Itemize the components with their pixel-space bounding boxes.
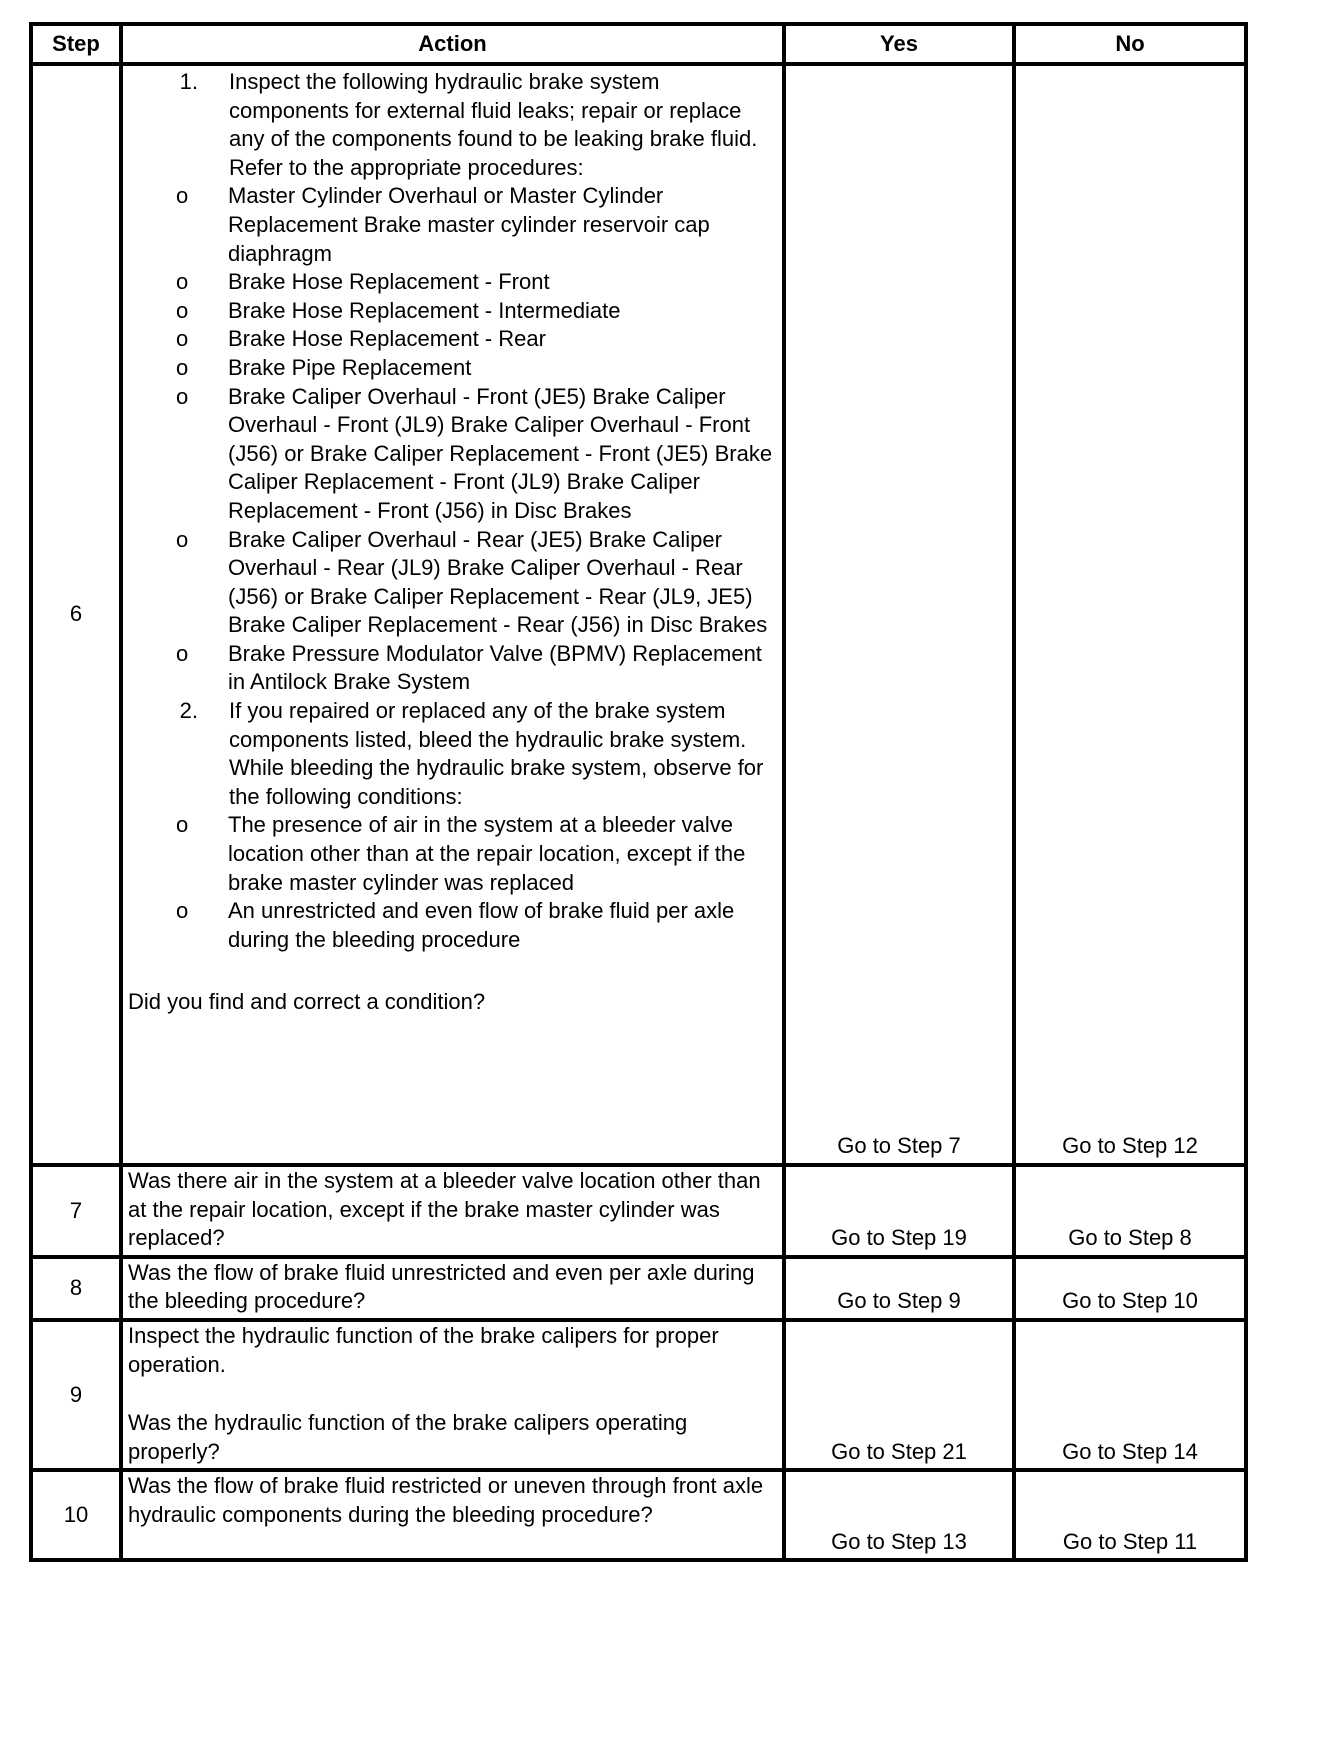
- procedure-step: [128, 697, 778, 954]
- list-item: o Brake Hose Replacement - Front: [228, 268, 778, 297]
- header-yes: Yes: [784, 24, 1014, 64]
- yes-cell: Go to Step 19: [784, 1165, 1014, 1257]
- action-cell: [121, 1165, 784, 1257]
- table-row: [31, 1470, 1246, 1560]
- procedure-list: [128, 66, 778, 954]
- action-cell: [121, 64, 784, 1165]
- no-cell: Go to Step 10: [1014, 1257, 1246, 1320]
- question-text: Was the flow of brake fluid unrestricted and even per axle during the bleeding procedure?: [128, 1259, 755, 1314]
- header-no: No: [1014, 24, 1246, 64]
- list-item: o The presence of air in the system at a bleeder valve location other than at the repair location, except if the brake master cylinder was replaced: [176, 812, 746, 895]
- list-item: o Master Cylinder Overhaul or Master Cylinder Replacement Brake master cylinder reservoir cap diaphragm: [176, 183, 710, 266]
- question-text: Was there air in the system at a bleeder valve location other than at the repair location, except if the brake master cylinder was replaced?: [128, 1168, 761, 1251]
- bullet-marker: o: [176, 326, 189, 352]
- header-step: Step: [31, 24, 121, 64]
- step-number: 6: [31, 64, 121, 1165]
- procedure-step-number: 2.: [179, 698, 198, 724]
- diagnostic-table: [29, 22, 1248, 1562]
- step-number: 7: [31, 1165, 121, 1257]
- no-cell: Go to Step 8: [1014, 1165, 1246, 1257]
- action-cell: [121, 1470, 784, 1560]
- list-item: o An unrestricted and even flow of brake fluid per axle during the bleeding procedure: [176, 898, 735, 952]
- step-number: 9: [31, 1320, 121, 1470]
- list-item: o Brake Hose Replacement - Intermediate: [228, 297, 778, 326]
- list-item: o Brake Pipe Replacement: [228, 354, 778, 383]
- table-row: [31, 1165, 1246, 1257]
- table-row: [31, 64, 1246, 1165]
- header-action: Action: [121, 24, 784, 64]
- question-text: Was the flow of brake fluid restricted or uneven through front axle hydraulic components during the bleeding procedure?: [128, 1473, 764, 1527]
- list-item: o Brake Caliper Overhaul - Rear (JE5) Brake Caliper Overhaul - Rear (JL9) Brake Caliper Overhaul - Rear (J56) or Brake Caliper Replacement - Rear (JL9, JE5) Brake Caliper Replacement - Rear (J56) in Disc Brakes: [176, 526, 768, 638]
- list-item: o Brake Hose Replacement - Rear: [228, 325, 778, 354]
- yes-cell: Go to Step 7: [784, 64, 1014, 1165]
- action-cell: [121, 1257, 784, 1320]
- list-item: o Brake Pressure Modulator Valve (BPMV) Replacement in Antilock Brake System: [176, 640, 762, 695]
- no-cell: Go to Step 14: [1014, 1320, 1246, 1470]
- procedure-step-number: 1.: [179, 69, 198, 94]
- procedure-sub-list: [128, 811, 778, 954]
- bullet-marker: o: [176, 269, 189, 295]
- bullet-marker: o: [176, 898, 189, 924]
- bullet-marker: o: [176, 383, 189, 409]
- yes-cell: Go to Step 21: [784, 1320, 1014, 1470]
- procedure-sub-list: [128, 182, 778, 697]
- step-number: 8: [31, 1257, 121, 1320]
- bullet-marker: o: [176, 354, 189, 380]
- bullet-marker: o: [176, 526, 189, 552]
- bullet-marker: o: [176, 297, 189, 323]
- action-cell: [121, 1320, 784, 1470]
- step-number: 10: [31, 1470, 121, 1560]
- table-row: [31, 1257, 1246, 1320]
- bullet-marker: o: [176, 640, 189, 666]
- action-text: Inspect the hydraulic function of the brake calipers for proper operation.: [128, 1322, 719, 1377]
- bullet-marker: o: [176, 183, 189, 209]
- question-text: Was the hydraulic function of the brake calipers operating properly?: [128, 1410, 688, 1464]
- yes-cell: Go to Step 13: [784, 1470, 1014, 1560]
- procedure-step: [128, 68, 778, 697]
- header-row: [31, 24, 1246, 64]
- no-cell: Go to Step 11: [1014, 1470, 1246, 1560]
- yes-cell: Go to Step 9: [784, 1257, 1014, 1320]
- question-text: Did you find and correct a condition?: [128, 989, 486, 1015]
- table-row: [31, 1320, 1246, 1470]
- procedure-step-text: Inspect the following hydraulic brake system components for external fluid leaks; repair or replace any of the components found to be leaking brake fluid. Refer to the appropriate procedures:: [229, 69, 758, 180]
- procedure-step-text: If you repaired or replaced any of the brake system components listed, bleed the hydraulic brake system. While bleeding the hydraulic brake system, observe for the following conditions:: [229, 698, 764, 809]
- bullet-marker: o: [176, 812, 189, 838]
- list-item: o Brake Caliper Overhaul - Front (JE5) Brake Caliper Overhaul - Front (JL9) Brake Caliper Overhaul - Front (J56) or Brake Caliper Replacement - Front (JE5) Brake Caliper Replacement - Front (JL9) Brake Caliper Replacement - Front (J56) in Disc Brakes: [176, 383, 773, 523]
- no-cell: Go to Step 12: [1014, 64, 1246, 1165]
